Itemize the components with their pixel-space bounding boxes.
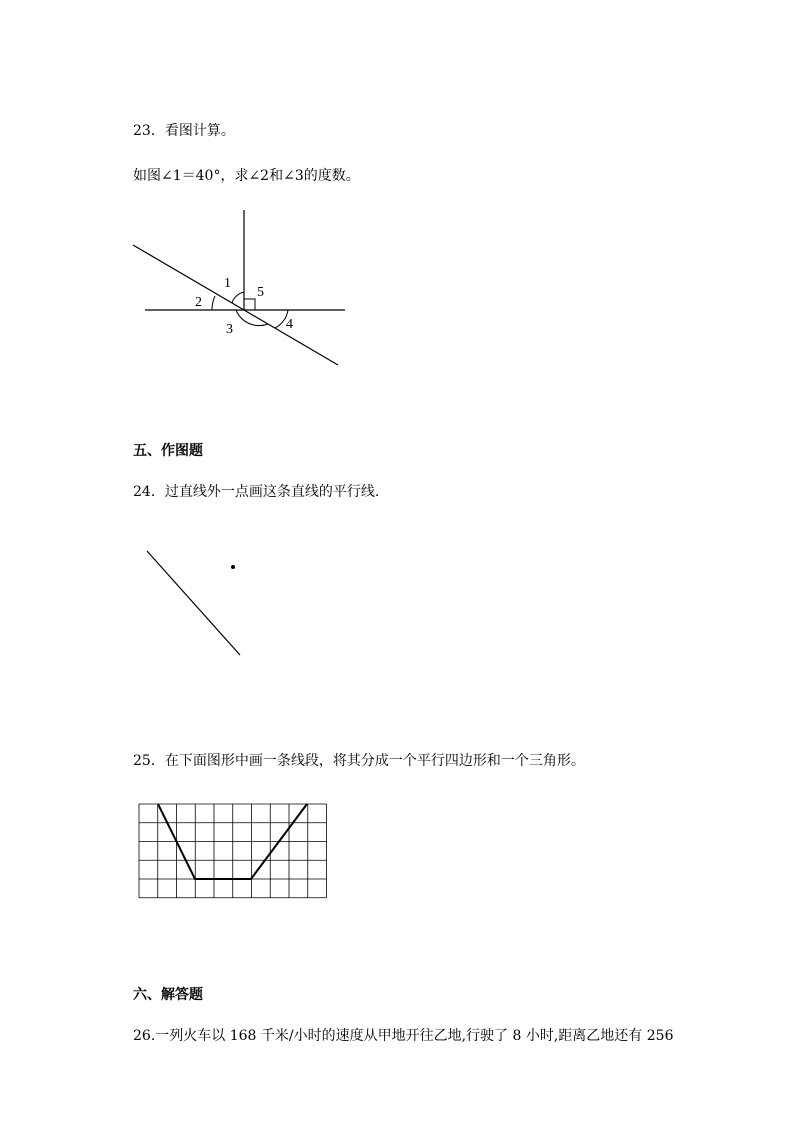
angle-label-3: 3 — [226, 322, 233, 337]
q26-title: 26.一列火车以 168 千米/小时的速度从甲地开往乙地,行驶了 8 小时,距离乙地还有 256 — [133, 1028, 674, 1044]
section-5-heading: 五、作图题 — [133, 443, 203, 459]
q23-prompt: 如图∠1＝40°，求∠2和∠3的度数。 — [133, 168, 360, 184]
angle-label-4: 4 — [286, 317, 293, 332]
angle-label-5: 5 — [257, 285, 264, 300]
q25-title: 25．在下面图形中画一条线段，将其分成一个平行四边形和一个三角形。 — [133, 753, 585, 769]
angle-label-2: 2 — [195, 295, 202, 310]
q23-title: 23．看图计算。 — [133, 123, 235, 139]
q24-title: 24．过直线外一点画这条直线的平行线. — [133, 484, 380, 500]
angle-label-1: 1 — [224, 276, 231, 291]
grid — [139, 804, 327, 898]
section-6-heading: 六、解答题 — [133, 987, 203, 1003]
